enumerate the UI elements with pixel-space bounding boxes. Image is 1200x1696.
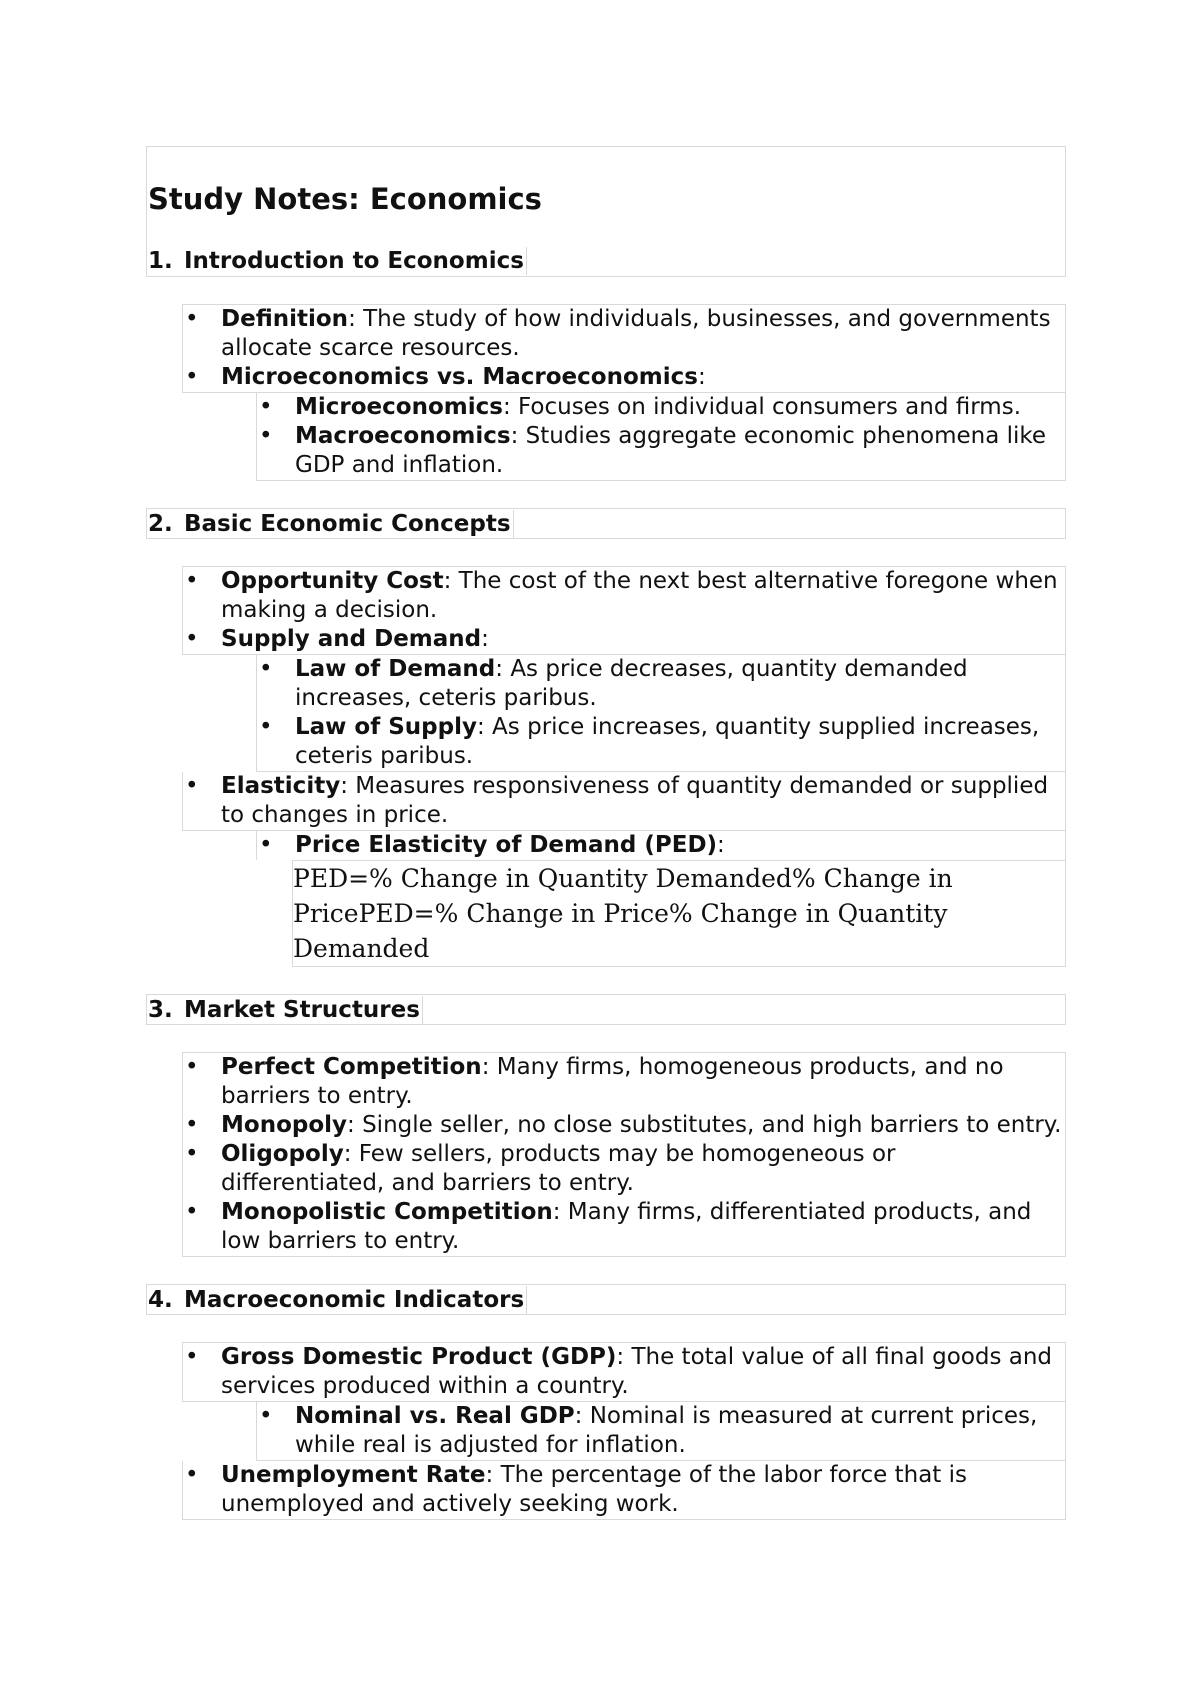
bullet-icon: • (259, 394, 273, 420)
term: Gross Domestic Product (GDP) (221, 1344, 617, 1370)
term: Monopolistic Competition (221, 1199, 553, 1225)
definition: : Focuses on individual consumers and firms. (502, 394, 1021, 420)
term: Opportunity Cost (221, 568, 444, 594)
section-2-heading (147, 509, 1065, 538)
list-item (183, 363, 1065, 392)
list-item (257, 422, 1065, 480)
term: Macroeconomics (295, 423, 511, 449)
bullet-icon: • (259, 714, 273, 740)
title-block (146, 146, 1066, 277)
definition: : The percentage of the labor force that is unemployed and actively seeking work. (221, 1462, 968, 1517)
term: Nominal vs. Real GDP (295, 1403, 575, 1429)
list-item (183, 1461, 1065, 1519)
section-3-heading-block (146, 994, 1066, 1025)
document-title: Study Notes: Economics (148, 182, 542, 216)
term: Supply and Demand (221, 626, 482, 652)
section-number: 2. (148, 510, 173, 537)
bullet-icon: • (185, 1112, 199, 1138)
section-title: Introduction to Economics (184, 247, 527, 275)
list-item (183, 1198, 1065, 1256)
term: Perfect Competition (221, 1054, 482, 1080)
definition: : As price increases, quantity supplied increases, ceteris paribus. (295, 714, 1040, 769)
section-2-elasticity-sublist (256, 831, 1066, 860)
list-item (183, 772, 1065, 830)
list-item (257, 713, 1065, 771)
bullet-icon: • (259, 832, 273, 858)
section-4-sublist (256, 1402, 1066, 1461)
definition: : (481, 626, 489, 652)
list-item (183, 567, 1065, 625)
term: Unemployment Rate (221, 1462, 486, 1488)
definition: : (697, 364, 706, 390)
definition: : Few sellers, products may be homogeneous or differentiated, and barriers to entry. (221, 1141, 896, 1196)
definition: : Many firms, differentiated products, and low barriers to entry. (221, 1199, 1032, 1254)
bullet-icon: • (185, 1462, 199, 1488)
term: Monopoly (221, 1112, 348, 1138)
term: Law of Supply (295, 714, 477, 740)
bullet-icon: • (185, 1344, 199, 1370)
section-title: Market Structures (184, 996, 423, 1024)
bullet-icon: • (185, 1054, 199, 1080)
definition: : (717, 832, 725, 858)
section-2-heading-block (146, 508, 1066, 539)
section-4-unemployment (182, 1461, 1066, 1520)
definition: : Single seller, no close substitutes, and high barriers to entry. (347, 1112, 1062, 1138)
definition: : The cost of the next best alternative foregone when making a decision. (221, 568, 1058, 623)
section-3-list (182, 1052, 1066, 1257)
term: Law of Demand (295, 656, 496, 682)
list-item (257, 393, 1065, 422)
section-number: 1. (148, 248, 173, 274)
section-4-heading (147, 1285, 1065, 1314)
list-item (183, 1343, 1065, 1401)
bullet-icon: • (259, 423, 273, 449)
bullet-icon: • (185, 1199, 199, 1225)
section-number: 4. (148, 1286, 173, 1313)
list-item (183, 305, 1065, 363)
section-number: 3. (148, 996, 173, 1023)
section-3-heading (147, 995, 1065, 1024)
term: Elasticity (221, 773, 341, 799)
bullet-icon: • (185, 568, 199, 594)
section-2-elasticity (182, 772, 1066, 831)
section-4-heading-block (146, 1284, 1066, 1315)
list-item (257, 655, 1065, 713)
term: Definition (221, 306, 349, 332)
bullet-icon: • (259, 1403, 273, 1429)
definition: : Many firms, homogeneous products, and no barriers to entry. (221, 1054, 1004, 1109)
section-1-heading (147, 246, 1065, 276)
definition: : Measures responsiveness of quantity demanded or supplied to changes in price. (221, 773, 1049, 828)
term: Microeconomics vs. Macroeconomics (221, 364, 698, 390)
bullet-icon: • (185, 1141, 199, 1167)
section-title: Macroeconomic Indicators (184, 1286, 527, 1314)
document-page (146, 146, 1066, 1520)
bullet-icon: • (259, 656, 273, 682)
list-item (183, 1053, 1065, 1111)
term: Price Elasticity of Demand (PED) (295, 832, 718, 858)
section-2-sublist (256, 655, 1066, 772)
definition: : Nominal is measured at current prices, while real is adjusted for inflation. (295, 1403, 1038, 1458)
section-1-sublist (256, 393, 1066, 481)
list-item (257, 1402, 1065, 1460)
definition: : The study of how individuals, businesses, and governments allocate scarce resources. (221, 306, 1051, 361)
list-item (183, 625, 1065, 654)
bullet-icon: • (185, 773, 199, 799)
bullet-icon: • (185, 306, 199, 332)
bullet-icon: • (185, 626, 199, 652)
list-item (183, 1111, 1065, 1140)
section-title: Basic Economic Concepts (184, 510, 514, 538)
section-4-list (182, 1342, 1066, 1402)
definition: : The total value of all final goods and services produced within a country. (221, 1344, 1053, 1399)
bullet-icon: • (185, 364, 199, 390)
section-2-list (182, 566, 1066, 655)
definition: : Studies aggregate economic phenomena like GDP and inflation. (295, 423, 1047, 478)
list-item (257, 831, 1065, 860)
list-item (183, 1140, 1065, 1198)
section-1-list (182, 304, 1066, 393)
definition: : As price decreases, quantity demanded increases, ceteris paribus. (295, 656, 968, 711)
term: Oligopoly (221, 1141, 344, 1167)
term: Microeconomics (295, 394, 503, 420)
ped-formula: PED=% Change in Quantity Demanded% Change in PricePED=% Change in Price% Change in Quantity Demanded (292, 860, 1066, 967)
